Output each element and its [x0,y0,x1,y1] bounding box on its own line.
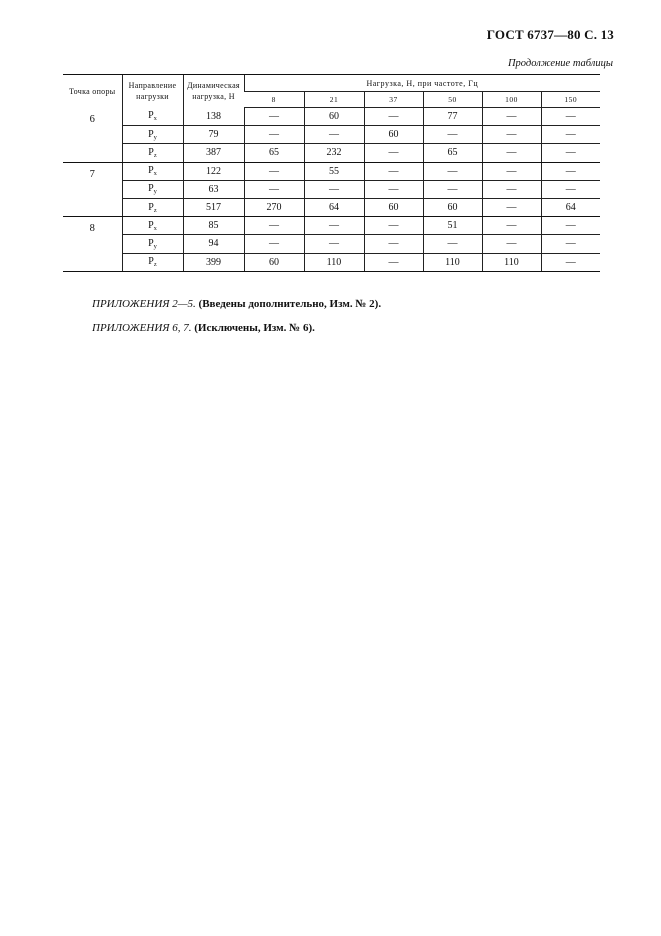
dynamic-load-cell: 122 [183,162,244,180]
frequency-load-cell: — [541,108,600,126]
dynamic-load-cell: 63 [183,180,244,198]
direction-axis: z [153,206,157,214]
frequency-load-cell: — [482,180,541,198]
frequency-load-cell: — [482,162,541,180]
load-direction-cell: $P_y$ [122,180,183,198]
frequency-load-cell: — [541,162,600,180]
frequency-load-cell: — [304,235,364,253]
frequency-load-cell: — [364,235,423,253]
table-row [63,180,600,198]
frequency-load-cell: — [541,253,600,271]
load-direction-cell: $P_y$ [122,126,183,144]
header-frequency: 50 [423,92,482,108]
load-direction-cell: $P_x$ [122,108,183,126]
frequency-load-cell: — [304,217,364,235]
frequency-load-cell: — [482,126,541,144]
header-frequency: 8 [244,92,304,108]
frequency-load-cell: 60 [244,253,304,271]
frequency-load-cell: — [364,253,423,271]
dynamic-load-cell: 94 [183,235,244,253]
table-row [63,235,600,253]
frequency-load-cell: — [423,180,482,198]
support-point-cell: 6 [63,108,122,163]
frequency-load-cell: 55 [304,162,364,180]
direction-axis: x [153,170,157,178]
frequency-load-cell: — [244,180,304,198]
load-direction-cell: $P_x$ [122,162,183,180]
table-row [63,253,600,271]
direction-axis: x [153,115,157,123]
frequency-load-cell: 65 [244,144,304,162]
frequency-load-cell: — [244,126,304,144]
frequency-load-cell: — [423,126,482,144]
direction-axis: y [153,188,157,196]
header-load-by-frequency: Нагрузка, Н, при частоте, Гц [244,75,600,92]
frequency-load-cell: 270 [244,198,304,216]
frequency-load-cell: — [541,235,600,253]
frequency-load-cell: — [541,126,600,144]
header-direction: Направление нагрузки [122,75,183,108]
frequency-load-cell: — [423,235,482,253]
header-frequency: 21 [304,92,364,108]
header-frequency: 37 [364,92,423,108]
frequency-load-cell: — [364,144,423,162]
frequency-load-cell: 110 [423,253,482,271]
direction-axis: y [153,242,157,250]
direction-axis: z [153,151,157,159]
header-dynamic-load: Динамическая нагрузка, Н [183,75,244,108]
direction-axis: x [153,224,157,232]
load-direction-cell: $P_y$ [122,235,183,253]
frequency-load-cell: 60 [364,126,423,144]
frequency-load-cell: — [244,217,304,235]
dynamic-load-cell: 517 [183,198,244,216]
frequency-load-cell: 60 [423,198,482,216]
load-direction-cell: $P_z$ [122,253,183,271]
frequency-load-cell: — [364,162,423,180]
frequency-load-cell: 232 [304,144,364,162]
frequency-load-cell: 60 [364,198,423,216]
header-frequency: 100 [482,92,541,108]
frequency-load-cell: — [541,217,600,235]
load-direction-cell: $P_z$ [122,198,183,216]
load-table [63,74,600,272]
frequency-load-cell: — [541,180,600,198]
table-continued-caption: Продолжение таблицы [507,58,613,69]
header-point: Точка опоры [63,75,122,108]
frequency-load-cell: 110 [304,253,364,271]
frequency-load-cell: — [482,198,541,216]
frequency-load-cell: — [482,217,541,235]
frequency-load-cell: 64 [304,198,364,216]
appendix-note-2 [92,322,315,334]
load-direction-cell: $P_x$ [122,217,183,235]
direction-axis: z [153,261,157,269]
appendix-note-2-ref: ПРИЛОЖЕНИЯ 6, 7. [92,322,192,334]
table-row [63,162,600,180]
table-row [63,217,600,235]
frequency-load-cell: — [304,126,364,144]
support-point-cell: 7 [63,162,122,217]
frequency-load-cell: 51 [423,217,482,235]
frequency-load-cell: — [244,162,304,180]
table-row [63,108,600,126]
appendix-note-2-text: (Исключены, Изм. № 6). [194,322,315,334]
appendix-note-1-ref: ПРИЛОЖЕНИЯ 2—5. [92,298,196,310]
frequency-load-cell: 77 [423,108,482,126]
direction-axis: y [153,133,157,141]
frequency-load-cell: — [364,108,423,126]
page-header-title: ГОСТ 6737—80 С. 13 [486,27,614,42]
table-row [63,126,600,144]
frequency-load-cell: — [482,108,541,126]
frequency-load-cell: — [304,180,364,198]
load-direction-cell: $P_z$ [122,144,183,162]
frequency-load-cell: 60 [304,108,364,126]
dynamic-load-cell: 79 [183,126,244,144]
frequency-load-cell: — [423,162,482,180]
frequency-load-cell: 110 [482,253,541,271]
table-row [63,198,600,216]
appendix-note-1-text: (Введены дополнительно, Изм. № 2). [198,298,382,310]
support-point-cell: 8 [63,217,122,272]
frequency-load-cell: — [364,180,423,198]
header-frequency: 150 [541,92,600,108]
frequency-load-cell: 64 [541,198,600,216]
appendix-note-1 [92,298,381,310]
table-row [63,144,600,162]
frequency-load-cell: — [482,144,541,162]
frequency-load-cell: — [541,144,600,162]
frequency-load-cell: — [482,235,541,253]
frequency-load-cell: — [364,217,423,235]
frequency-load-cell: — [244,108,304,126]
dynamic-load-cell: 85 [183,217,244,235]
dynamic-load-cell: 399 [183,253,244,271]
frequency-load-cell: — [244,235,304,253]
frequency-load-cell: 65 [423,144,482,162]
dynamic-load-cell: 387 [183,144,244,162]
dynamic-load-cell: 138 [183,108,244,126]
